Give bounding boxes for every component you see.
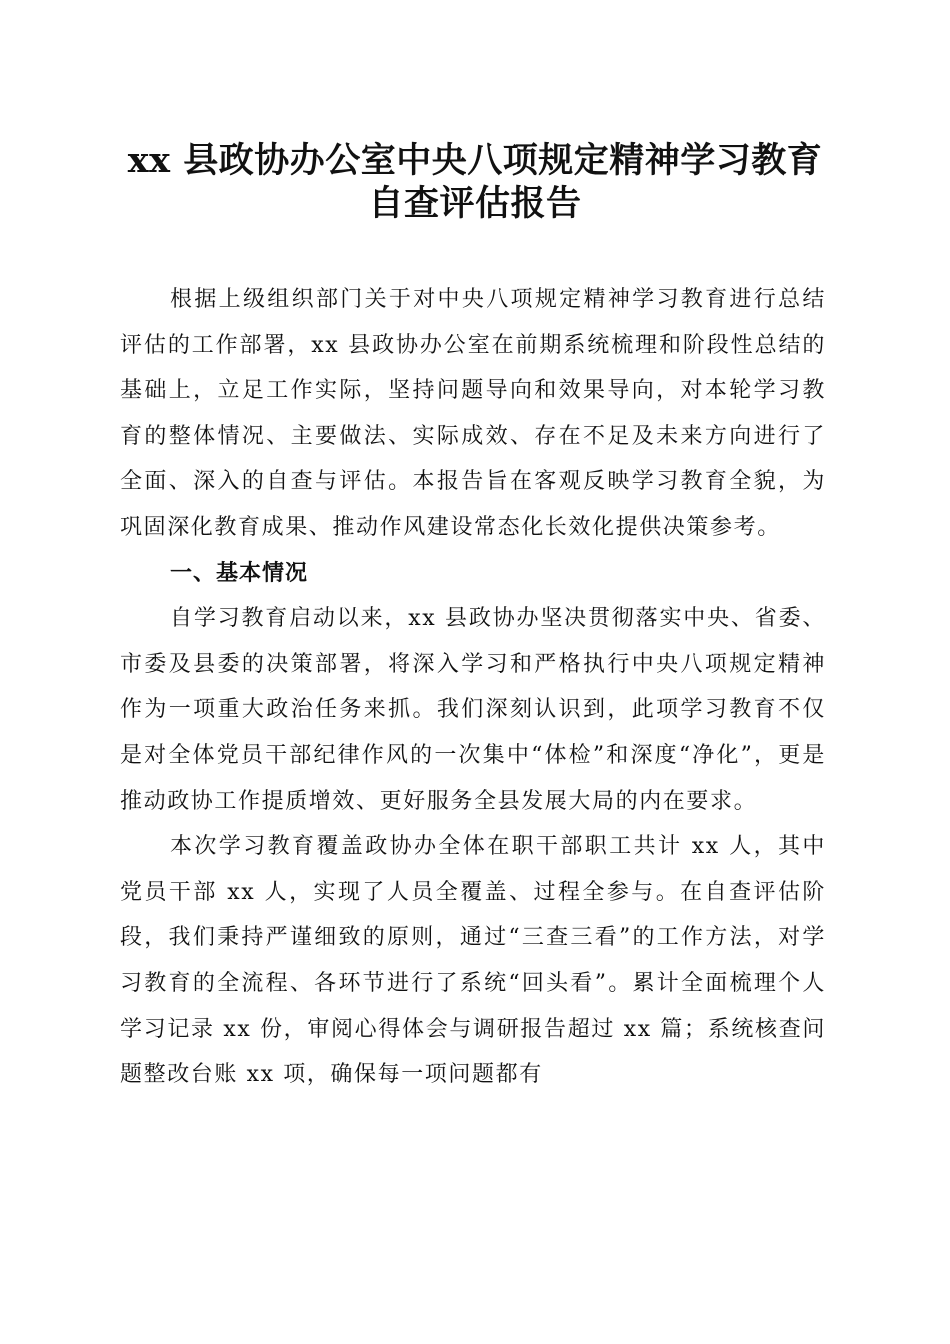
section-1-paragraph-1: 自学习教育启动以来，xx 县政协办坚决贯彻落实中央、省委、市委及县委的决策部署，将深入学习和严格执行中央八项规定精神作为一项重大政治任务来抓。我们深刻认识到，此项学习教育不仅是对全体党员干部纪律作风的一次集中“体检”和深度“净化”，更是推动政协工作提质增效、更好服务全县发展大局的内在要求。 — [120, 606, 826, 814]
section-1-heading: 一、基本情况 — [170, 560, 309, 586]
intro-paragraph: 根据上级组织部门关于对中央八项规定精神学习教育进行总结评估的工作部署，xx 县政协办公室在前期系统梳理和阶段性总结的基础上，立足工作实际，坚持问题导向和效果导向，对本轮学习教育的整体情况、主要做法、实际成效、存在不足及未来方向进行了全面、深入的自查与评估。本报告旨在客观反映学习教育全貌，为巩固深化教育成果、推动作风建设常态化长效化提供决策参考。 — [120, 287, 826, 540]
document-title-line-2: 自查评估报告 — [368, 183, 582, 224]
section-1-paragraph-2: 本次学习教育覆盖政协办全体在职干部职工共计 xx 人，其中党员干部 xx 人，实现了人员全覆盖、过程全参与。在自查评估阶段，我们秉持严谨细致的原则，通过“三查三看”的工作方法，对学习教育的全流程、各环节进行了系统“回头看”。累计全面梳理个人学习记录 xx 份，审阅心得体会与调研报告超过 xx 篇；系统核查问题整改台账 xx 项，确保每一项问题都有 — [120, 834, 826, 1088]
document-body — [120, 277, 826, 1098]
document-title-line-1: xx 县政协办公室中央八项规定精神学习教育 — [127, 140, 823, 181]
